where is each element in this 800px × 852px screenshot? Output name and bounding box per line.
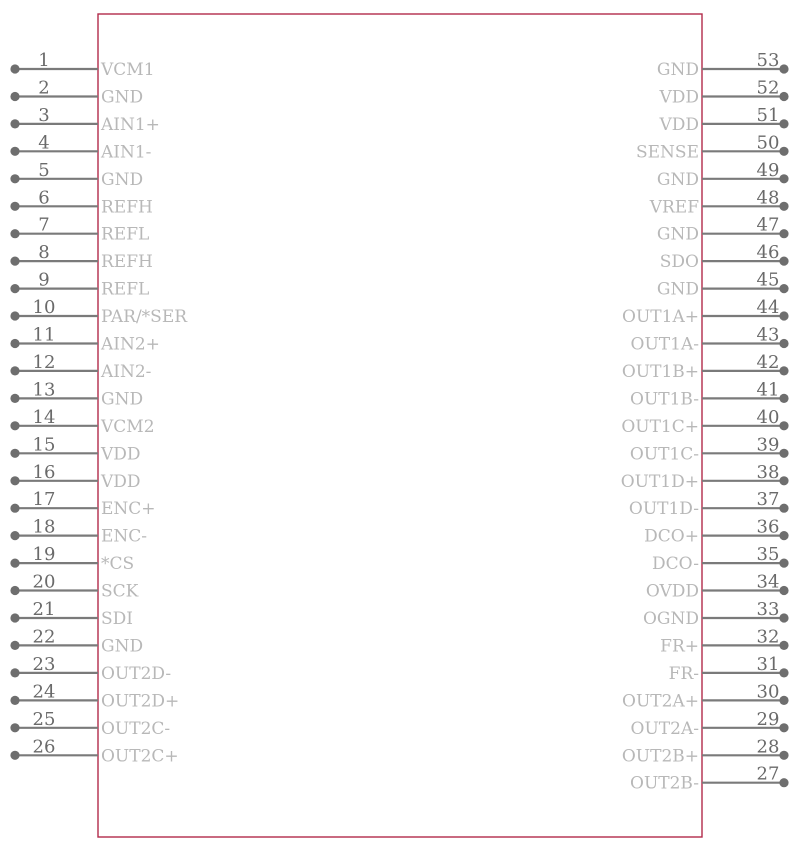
pin-number: 1 bbox=[38, 50, 50, 71]
pin-terminal-dot bbox=[779, 531, 788, 540]
pin-5 bbox=[10, 160, 143, 190]
pin-51 bbox=[658, 105, 788, 135]
pin-terminal-dot bbox=[10, 449, 19, 458]
pin-terminal-dot bbox=[10, 751, 19, 760]
pin-terminal-dot bbox=[779, 64, 788, 73]
pin-number: 25 bbox=[32, 708, 56, 730]
pin-name: OUT2A- bbox=[630, 718, 699, 739]
pin-number: 36 bbox=[756, 516, 780, 538]
pin-terminal-dot bbox=[779, 339, 788, 348]
pin-terminal-dot bbox=[779, 394, 788, 403]
pin-terminal-dot bbox=[779, 751, 788, 760]
pin-27 bbox=[630, 764, 789, 794]
pin-4 bbox=[10, 132, 151, 162]
left-pin-group bbox=[10, 50, 188, 766]
pin-name: VDD bbox=[659, 87, 699, 108]
pin-name: OUT2A+ bbox=[622, 691, 699, 712]
pin-9 bbox=[10, 270, 149, 300]
pin-terminal-dot bbox=[779, 641, 788, 650]
pin-17 bbox=[10, 489, 155, 519]
pin-number: 33 bbox=[756, 599, 780, 620]
pin-number: 32 bbox=[756, 626, 780, 648]
pin-terminal-dot bbox=[10, 421, 19, 430]
pin-terminal-dot bbox=[779, 92, 788, 101]
pin-47 bbox=[657, 215, 789, 245]
pin-name: DCO+ bbox=[644, 526, 699, 547]
pin-13 bbox=[10, 379, 143, 409]
pin-25 bbox=[10, 709, 170, 739]
pin-1 bbox=[10, 50, 154, 80]
pin-number: 45 bbox=[756, 269, 780, 291]
pin-number: 44 bbox=[756, 297, 780, 318]
pin-name: REFH bbox=[101, 252, 153, 273]
pin-19 bbox=[10, 544, 134, 574]
pin-name: VDD bbox=[101, 444, 141, 465]
pin-number: 49 bbox=[756, 159, 780, 181]
pin-52 bbox=[658, 78, 788, 108]
pin-name: GND bbox=[656, 224, 699, 245]
pin-name: ENC+ bbox=[101, 499, 156, 520]
pin-42 bbox=[622, 352, 789, 382]
pin-28 bbox=[622, 736, 789, 766]
pin-name: OUT1A+ bbox=[622, 307, 699, 327]
pin-number: 2 bbox=[38, 77, 50, 99]
pin-10 bbox=[10, 297, 188, 327]
pin-number: 50 bbox=[756, 132, 780, 154]
pin-terminal-dot bbox=[10, 229, 19, 238]
pin-name: OUT2B- bbox=[630, 773, 699, 794]
pin-name: GND bbox=[101, 636, 144, 657]
pin-name: GND bbox=[656, 60, 699, 80]
pin-number: 53 bbox=[756, 50, 780, 71]
pin-number: 23 bbox=[32, 653, 56, 675]
pin-21 bbox=[10, 599, 133, 629]
pin-terminal-dot bbox=[779, 723, 788, 732]
pin-name: GND bbox=[656, 279, 699, 300]
pin-number: 39 bbox=[756, 434, 780, 456]
pin-35 bbox=[652, 544, 789, 574]
pin-number: 41 bbox=[756, 379, 780, 401]
pin-name: DCO- bbox=[652, 554, 699, 575]
pin-name: OUT1A- bbox=[630, 334, 699, 355]
pin-name: GND bbox=[656, 169, 699, 190]
pin-name: SCK bbox=[101, 581, 139, 602]
pin-terminal-dot bbox=[779, 668, 788, 677]
pin-11 bbox=[10, 325, 160, 355]
pin-name: OUT1C- bbox=[629, 444, 699, 465]
pin-53 bbox=[657, 50, 789, 80]
pin-number: 29 bbox=[756, 708, 780, 730]
pin-terminal-dot bbox=[10, 586, 19, 595]
pin-terminal-dot bbox=[779, 504, 788, 513]
pin-48 bbox=[649, 187, 789, 217]
pin-39 bbox=[630, 434, 789, 464]
pin-terminal-dot bbox=[779, 366, 788, 375]
pin-terminal-dot bbox=[10, 366, 19, 375]
pin-26 bbox=[10, 736, 178, 766]
pin-number: 28 bbox=[756, 736, 780, 758]
pin-2 bbox=[10, 78, 143, 108]
pin-name: GND bbox=[101, 169, 144, 190]
pin-number: 38 bbox=[756, 461, 780, 483]
pin-terminal-dot bbox=[10, 531, 19, 540]
pin-3 bbox=[10, 105, 160, 135]
pin-name: OGND bbox=[642, 609, 699, 629]
pin-name: GND bbox=[101, 87, 144, 108]
pin-name: SDO bbox=[659, 252, 699, 273]
pin-terminal-dot bbox=[10, 64, 19, 73]
pin-name: OUT1B- bbox=[630, 389, 699, 410]
pin-terminal-dot bbox=[779, 202, 788, 211]
pin-number: 18 bbox=[32, 516, 56, 538]
pin-number: 11 bbox=[32, 324, 56, 346]
pin-number: 30 bbox=[756, 681, 780, 703]
pin-terminal-dot bbox=[779, 284, 788, 293]
pin-name: *CS bbox=[101, 554, 135, 575]
pin-name: FR+ bbox=[660, 636, 699, 657]
pin-name: VREF bbox=[649, 197, 699, 218]
pin-terminal-dot bbox=[10, 257, 19, 266]
pin-number: 13 bbox=[32, 379, 56, 401]
pin-terminal-dot bbox=[10, 202, 19, 211]
pin-terminal-dot bbox=[779, 421, 788, 430]
pin-18 bbox=[10, 517, 147, 547]
pin-terminal-dot bbox=[10, 641, 19, 650]
pin-terminal-dot bbox=[10, 696, 19, 705]
pin-31 bbox=[669, 654, 789, 684]
pin-number: 8 bbox=[38, 242, 50, 264]
pin-name: OUT2D+ bbox=[101, 691, 180, 712]
pin-number: 35 bbox=[756, 544, 780, 566]
pin-49 bbox=[657, 160, 789, 190]
pin-number: 16 bbox=[32, 461, 56, 483]
pin-46 bbox=[660, 242, 789, 272]
pin-name: AIN2+ bbox=[101, 334, 160, 355]
pin-number: 42 bbox=[756, 351, 780, 373]
pin-number: 20 bbox=[32, 571, 56, 593]
pin-name: OVDD bbox=[645, 581, 699, 602]
pin-name: VCM2 bbox=[101, 416, 155, 437]
pin-name: VCM1 bbox=[101, 60, 155, 80]
pin-number: 4 bbox=[38, 132, 50, 154]
pin-name: REFL bbox=[101, 279, 150, 300]
pin-terminal-dot bbox=[779, 174, 788, 183]
pin-43 bbox=[631, 325, 789, 355]
pin-33 bbox=[643, 599, 789, 629]
pin-terminal-dot bbox=[779, 229, 788, 238]
pin-number: 3 bbox=[38, 104, 50, 126]
pin-name: ENC- bbox=[101, 526, 148, 547]
pin-terminal-dot bbox=[10, 559, 19, 568]
pin-name: OUT2B+ bbox=[621, 746, 699, 767]
pin-number: 31 bbox=[756, 653, 780, 675]
pin-number: 47 bbox=[756, 214, 780, 236]
pin-name: OUT2C+ bbox=[101, 746, 179, 767]
pin-16 bbox=[10, 462, 140, 492]
pin-terminal-dot bbox=[779, 257, 788, 266]
pin-terminal-dot bbox=[10, 723, 19, 732]
pin-terminal-dot bbox=[779, 696, 788, 705]
pin-terminal-dot bbox=[779, 147, 788, 156]
pin-number: 12 bbox=[32, 351, 56, 373]
pin-name: PAR/*SER bbox=[101, 307, 188, 327]
pin-terminal-dot bbox=[779, 476, 788, 485]
pin-45 bbox=[657, 270, 789, 300]
pin-number: 22 bbox=[32, 626, 56, 648]
pin-32 bbox=[660, 626, 788, 656]
pin-number: 17 bbox=[32, 489, 56, 511]
pin-number: 52 bbox=[756, 77, 780, 99]
pin-terminal-dot bbox=[10, 668, 19, 677]
pin-name: VDD bbox=[659, 114, 699, 135]
pin-number: 9 bbox=[38, 269, 50, 291]
pin-number: 7 bbox=[38, 214, 50, 236]
pin-terminal-dot bbox=[10, 147, 19, 156]
pin-terminal-dot bbox=[10, 394, 19, 403]
pin-6 bbox=[10, 187, 152, 217]
pin-terminal-dot bbox=[10, 92, 19, 101]
pin-number: 27 bbox=[756, 763, 780, 785]
pin-number: 24 bbox=[32, 681, 56, 703]
pin-name: REFH bbox=[101, 197, 153, 218]
pin-terminal-dot bbox=[10, 339, 19, 348]
pin-34 bbox=[646, 572, 789, 602]
pin-terminal-dot bbox=[10, 119, 19, 128]
pin-number: 10 bbox=[32, 297, 56, 318]
pin-number: 48 bbox=[756, 187, 780, 209]
pin-name: VDD bbox=[101, 471, 141, 492]
pin-44 bbox=[622, 297, 789, 327]
pin-number: 46 bbox=[756, 242, 780, 264]
pin-number: 19 bbox=[32, 544, 56, 566]
pin-name: AIN1+ bbox=[101, 114, 160, 135]
pin-14 bbox=[10, 407, 154, 437]
pin-number: 37 bbox=[756, 489, 780, 511]
pin-name: OUT2D- bbox=[101, 663, 172, 684]
pin-37 bbox=[629, 489, 789, 519]
pin-12 bbox=[10, 352, 151, 382]
ic-body-outline bbox=[98, 14, 702, 837]
pin-30 bbox=[622, 681, 789, 711]
pin-number: 15 bbox=[32, 434, 56, 456]
pin-terminal-dot bbox=[779, 311, 788, 320]
pin-number: 14 bbox=[32, 406, 56, 428]
pin-name: AIN1- bbox=[101, 142, 152, 163]
pin-terminal-dot bbox=[10, 613, 19, 622]
pin-name: OUT2C- bbox=[101, 718, 171, 739]
pin-terminal-dot bbox=[10, 311, 19, 320]
pin-terminal-dot bbox=[779, 778, 788, 787]
pin-29 bbox=[631, 709, 789, 739]
pin-38 bbox=[621, 462, 789, 492]
pin-20 bbox=[10, 572, 138, 602]
pin-number: 51 bbox=[756, 104, 780, 126]
pin-name: FR- bbox=[668, 663, 699, 684]
pin-number: 5 bbox=[38, 159, 50, 181]
pin-name: OUT1C+ bbox=[621, 416, 699, 437]
pin-40 bbox=[621, 407, 788, 437]
pin-name: OUT1D+ bbox=[620, 471, 699, 492]
pin-terminal-dot bbox=[779, 449, 788, 458]
pin-number: 26 bbox=[32, 736, 56, 758]
pin-terminal-dot bbox=[10, 284, 19, 293]
pin-number: 43 bbox=[756, 324, 780, 346]
pin-name: GND bbox=[101, 389, 144, 410]
pin-terminal-dot bbox=[779, 559, 788, 568]
pin-36 bbox=[644, 517, 788, 547]
pin-name: SDI bbox=[101, 609, 133, 629]
pin-23 bbox=[10, 654, 171, 684]
pin-terminal-dot bbox=[779, 586, 788, 595]
pin-terminal-dot bbox=[779, 613, 788, 622]
pin-number: 34 bbox=[756, 571, 780, 593]
pin-7 bbox=[10, 215, 149, 245]
pin-number: 21 bbox=[32, 599, 56, 620]
pin-15 bbox=[10, 434, 140, 464]
pin-22 bbox=[10, 626, 143, 656]
pin-name: AIN2- bbox=[101, 361, 152, 382]
pin-41 bbox=[630, 379, 789, 409]
pin-terminal-dot bbox=[779, 119, 788, 128]
pin-number: 6 bbox=[38, 187, 50, 209]
pin-name: OUT1B+ bbox=[621, 361, 699, 382]
pin-50 bbox=[636, 132, 789, 162]
pin-terminal-dot bbox=[10, 504, 19, 513]
pin-8 bbox=[10, 242, 152, 272]
pin-terminal-dot bbox=[10, 174, 19, 183]
pin-name: REFL bbox=[101, 224, 150, 245]
pin-name: SENSE bbox=[636, 142, 699, 163]
right-pin-group bbox=[621, 50, 789, 794]
pin-number: 40 bbox=[756, 406, 780, 428]
pin-24 bbox=[10, 681, 179, 711]
pin-terminal-dot bbox=[10, 476, 19, 485]
pin-name: OUT1D- bbox=[628, 499, 699, 520]
